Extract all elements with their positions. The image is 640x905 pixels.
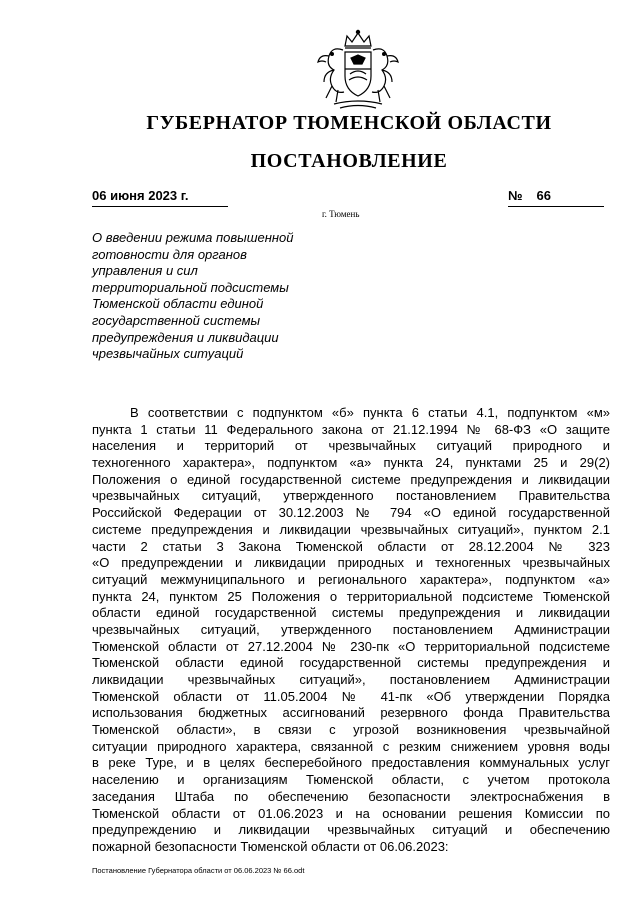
subject-line: О введении режима повышенной	[92, 230, 294, 245]
body-line: В соответствии с подпунктом «б» пункта 6 статьи 4.1, подпунктом «м»	[130, 405, 610, 420]
body-line: ситуации природного характера, связанной с резким снижением уровня воды	[92, 738, 610, 754]
body-line: в реке Туре, и в целях бесперебойного предоставления коммунальных услуг	[92, 755, 610, 771]
body-line: населению и организациям Тюменской области, с учетом протокола	[92, 772, 610, 788]
document-subject	[92, 230, 332, 363]
issue-city: г. Тюмень	[322, 209, 360, 219]
document-number	[508, 188, 604, 207]
body-line: части 2 статьи 3 Закона Тюменской области от 28.12.2004 № 323	[92, 538, 610, 554]
body-line: системе предупреждения и ликвидации чрезвычайных ситуаций», пунктом 2.1	[92, 521, 610, 537]
body-line: Тюменской области от 01.06.2023 и на основании решения Комиссии по	[92, 805, 610, 821]
subject-line: чрезвычайных ситуаций	[92, 346, 244, 362]
subject-line: готовности для органов	[92, 246, 247, 262]
body-line: Тюменской области единой государственной системы предупреждения и	[92, 655, 610, 671]
body-line: Тюменской области от 11.05.2004 № 41-пк «Об утверждении Порядка	[92, 688, 610, 704]
body-line: Положения о единой государственной системе предупреждения и ликвидации	[92, 471, 610, 487]
body-line: чрезвычайных ситуаций, утвержденного постановлением Администрации	[92, 621, 610, 637]
body-line: Российской Федерации от 30.12.2003 № 794 «О единой государственной	[92, 505, 610, 521]
coat-of-arms-icon	[312, 28, 404, 110]
body-line: предупреждению и ликвидации чрезвычайных ситуаций и обеспечению	[92, 822, 610, 838]
number-value: 66	[536, 188, 551, 203]
footer-file-name: Постановление Губернатора области от 06.06.2023 № 66.odt	[92, 866, 305, 875]
subject-line: государственной системы	[92, 312, 261, 328]
body-line: Тюменской области от 27.12.2004 № 230-пк «О территориальной подсистеме	[92, 638, 610, 654]
body-line: пункта 1 статьи 11 Федерального закона от 21.12.1994 № 68-ФЗ «О защите	[92, 421, 610, 437]
body-line: ликвидации чрезвычайных ситуаций», постановлением Администрации	[92, 672, 610, 687]
body-line: «О предупреждении и ликвидации природных и техногенных чрезвычайных	[92, 555, 610, 571]
body-line: техногенного характера», подпунктом «а» пункта 24, пунктами 25 и 29(2)	[92, 455, 610, 471]
document-date: 06 июня 2023 г.	[92, 188, 228, 207]
subject-line: предупреждения и ликвидации	[92, 329, 279, 345]
body-line: Тюменской области», в связи с угрозой возникновения чрезвычайной	[92, 722, 610, 738]
subject-line: территориальной подсистемы	[92, 279, 289, 295]
body-line: заседания Штаба по обеспечению безопасности электроснабжения в	[92, 788, 610, 804]
number-sign: №	[508, 188, 523, 203]
subject-line: Тюменской области единой	[92, 296, 264, 312]
preamble-text	[92, 405, 610, 856]
body-line: чрезвычайных ситуаций, утвержденного постановлением Правительства	[92, 488, 610, 504]
body-line: ситуаций межмуниципального и регионального характера», подпунктом «а»	[92, 571, 610, 587]
body-line: области единой государственной системы предупреждения и ликвидации	[92, 605, 610, 621]
document-type-title: ПОСТАНОВЛЕНИЕ	[250, 150, 448, 172]
issuing-authority-title: ГУБЕРНАТОР ТЮМЕНСКОЙ ОБЛАСТИ	[146, 112, 552, 134]
body-line: пункта 24, пунктом 25 Положения о территориальной подсистеме Тюменской	[92, 588, 610, 604]
body-line: использования бюджетных ассигнований резервного фонда Правительства	[92, 705, 610, 721]
body-line: населения и территорий от чрезвычайных ситуаций природного и	[92, 438, 610, 454]
subject-line: управления и сил	[92, 263, 198, 279]
body-line: пожарной безопасности Тюменской области от 06.06.2023:	[92, 838, 449, 854]
